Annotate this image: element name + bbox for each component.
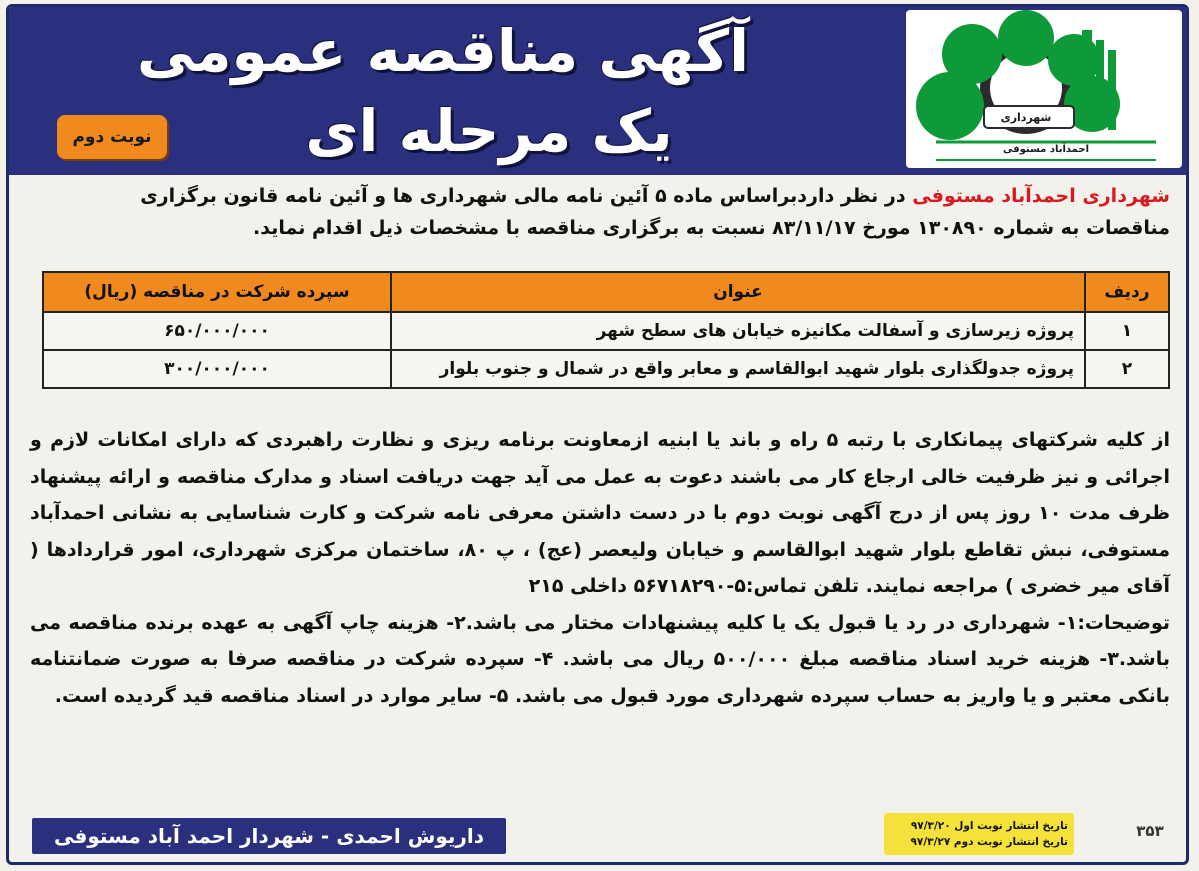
table-row	[43, 350, 1169, 388]
tender-table	[42, 271, 1170, 389]
invitation-paragraph: از کلیه شرکتهای پیمانکاری با رتبه ۵ راه و باند یا ابنیه ازمعاونت برنامه ریزی و نظارت راهبردی که دارای امکانات لازم و اجرائی و نیز ظرفیت خالی ارجاع کار می باشند دعوت به عمل می آید جهت دریافت اسناد و مدارک مناقصه و ارائه پیشنهاد ظرف مدت ۱۰ روز پس از درج آگهی نوبت دوم با در دست داشتن معرفی نامه شرکت و کارت شناسایی به نشانی احمدآباد مستوفی، نبش تقاطع بلوار شهید ابوالقاسم و خیابان ولیعصر (عج) ، پ ۸۰، ساختمان مرکزی شهرداری، امور قراردادها ( آقای میر خضری ) مراجعه نمایند. تلفن تماس:۵-۵۶۷۱۸۲۹۰ داخلی ۲۱۵	[30, 429, 1170, 597]
organization-name: شهرداری احمدآباد مستوفی	[912, 185, 1170, 207]
page-subtitle: یک مرحله ای	[305, 97, 673, 165]
publish-date-second: تاریخ انتشار نوبت دوم ۹۷/۳/۲۷	[910, 836, 1068, 848]
intro-paragraph	[30, 180, 1170, 244]
project-title: پروژه جدولگذاری بلوار شهید ابوالقاسم و معابر واقع در شمال و جنوب بلوار	[391, 350, 1085, 388]
project-title: پروژه زیرسازی و آسفالت مکانیزه خیابان های سطح شهر	[391, 312, 1085, 350]
row-number: ۲	[1085, 350, 1169, 388]
deposit-amount: ۳۰۰/۰۰۰/۰۰۰	[43, 350, 391, 388]
intro-line-1	[30, 180, 1170, 212]
page-title: آگهی مناقصه عمومی	[136, 17, 749, 85]
municipality-logo	[906, 10, 1182, 168]
logo-city: احمدآباد مستوفی	[1002, 144, 1090, 155]
signature-bar: داریوش احمدی - شهردار احمد آباد مستوفی	[32, 818, 506, 854]
table-header-row	[43, 272, 1169, 312]
intro-line-2: مناقصات به شماره ۱۳۰۸۹۰ مورخ ۸۳/۱۱/۱۷ نسبت به برگزاری مناقصه با مشخصات ذیل اقدام نماید.	[253, 217, 1170, 239]
publish-date-first: تاریخ انتشار نوبت اول ۹۷/۳/۲۰	[910, 820, 1068, 832]
table-row	[43, 312, 1169, 350]
logo-name: شهرداری	[1000, 111, 1052, 124]
body-text	[30, 422, 1170, 714]
header-row-number: ردیف	[1085, 272, 1169, 312]
intro-text: در نظر داردبراساس ماده ۵ آئین نامه مالی شهرداری ها و آئین نامه قانون برگزاری	[140, 185, 913, 207]
header-title: عنوان	[391, 272, 1085, 312]
ad-number: ۳۵۳	[1136, 822, 1164, 840]
round-badge: نوبت دوم	[57, 115, 167, 159]
header-deposit: سپرده شرکت در مناقصه (ریال)	[43, 272, 391, 312]
notes-paragraph: توضیحات:۱- شهرداری در رد یا قبول یک یا کلیه پیشنهادات مختار می باشد.۲- هزینه چاپ آگهی به عهده برنده مناقصه می باشد.۳- هزینه خرید اسناد مناقصه مبلغ ۵۰۰/۰۰۰ ریال می باشد. ۴- سپرده شرکت در مناقصه صرفا به صورت ضمانتنامه بانکی معتبر و یا واریز به حساب سپرده شهرداری مورد قبول می باشد. ۵- سایر موارد در اسناد مناقصه قید گردیده است.	[30, 611, 1170, 707]
publish-dates	[884, 813, 1074, 855]
row-number: ۱	[1085, 312, 1169, 350]
deposit-amount: ۶۵۰/۰۰۰/۰۰۰	[43, 312, 391, 350]
